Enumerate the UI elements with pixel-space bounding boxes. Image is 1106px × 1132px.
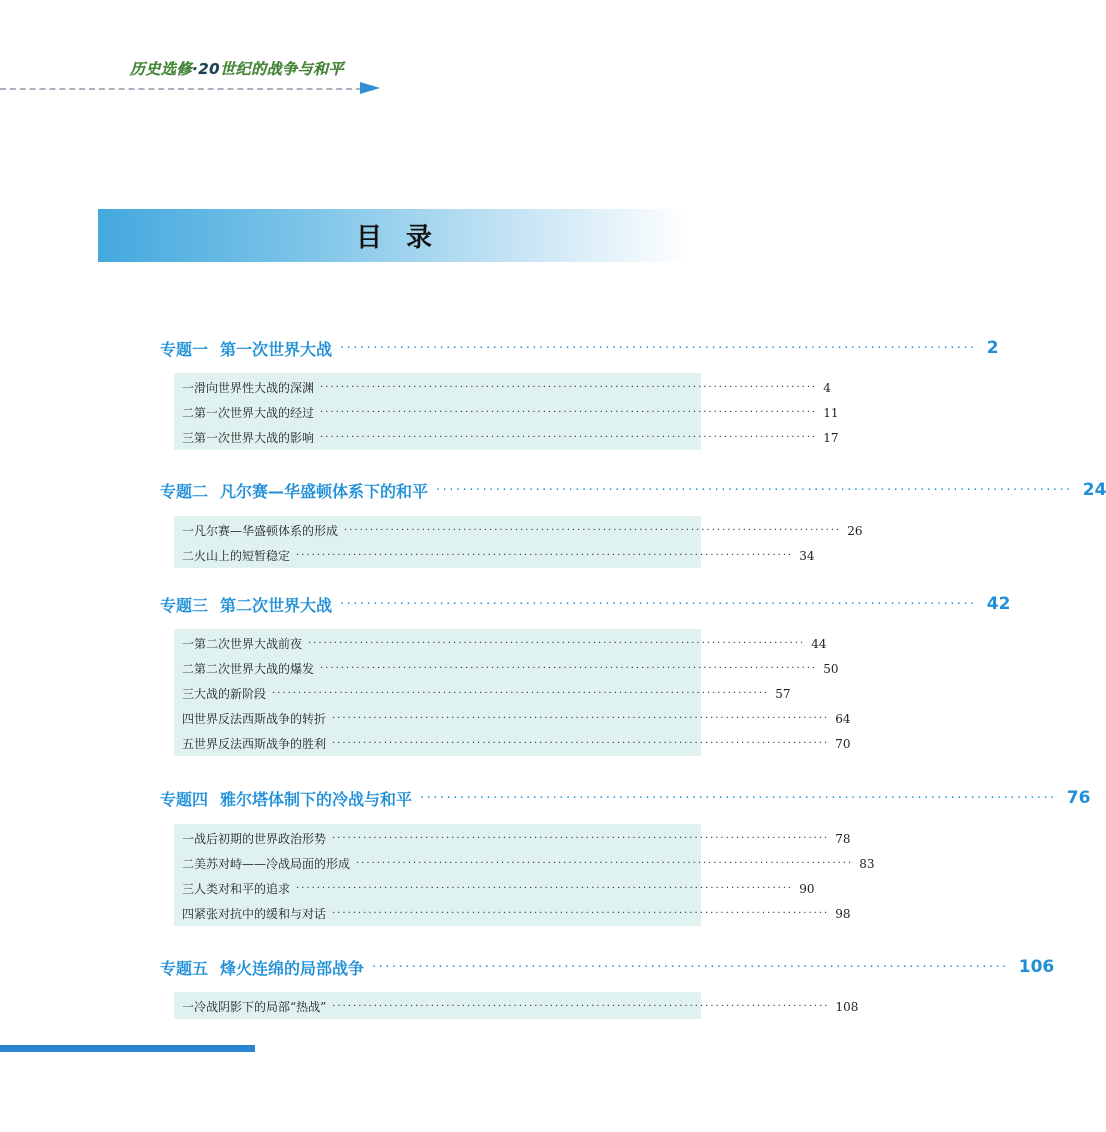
leader-dots: ································································································ [340, 340, 977, 356]
leader-dots: ································································································ [332, 738, 830, 749]
toc-section-box-2 [174, 516, 863, 568]
leader-dots: ································································································ [332, 833, 830, 844]
section-title: 战后初期的世界政治形势 [194, 832, 327, 846]
section-number: 一 [182, 637, 195, 651]
toc-banner [98, 209, 690, 262]
toc-section-box-3 [174, 629, 851, 756]
leader-dots: ································································································ [332, 713, 830, 724]
leader-dots: ································································································ [372, 959, 1009, 975]
section-page: 70 [835, 736, 851, 751]
section-page: 108 [835, 999, 859, 1014]
header-dashed-rule [0, 88, 362, 90]
toc-section-row[interactable] [174, 400, 839, 425]
leader-dots: ································································································ [344, 525, 842, 536]
section-page: 83 [859, 856, 875, 871]
leader-dots: ································································································ [436, 482, 1073, 498]
section-number: 二 [182, 857, 195, 871]
leader-dots: ································································································ [272, 688, 770, 699]
footer-bar [0, 1045, 255, 1052]
section-number: 一 [182, 1000, 195, 1014]
toc-chapter-4[interactable] [160, 785, 1091, 811]
header-arrow-icon [360, 82, 380, 94]
chapter-page: 106 [1018, 957, 1055, 977]
toc-section-row[interactable] [174, 656, 839, 681]
section-title: 第二次世界大战的爆发 [194, 662, 315, 676]
section-title: 美苏对峙——冷战局面的形成 [194, 857, 351, 871]
section-number: 一 [182, 381, 195, 395]
section-number: 三 [182, 882, 195, 896]
toc-section-row[interactable] [174, 851, 875, 876]
chapter-page: 2 [986, 338, 999, 358]
chapter-label: 专题四 [160, 789, 209, 809]
section-number: 二 [182, 549, 195, 563]
leader-dots: ································································································ [332, 1001, 830, 1012]
section-number: 三 [182, 687, 195, 701]
section-title: 世界反法西斯战争的转折 [194, 712, 327, 726]
section-title: 滑向世界性大战的深渊 [194, 381, 315, 395]
section-page: 98 [835, 906, 851, 921]
section-number: 四 [182, 712, 195, 726]
toc-chapter-5[interactable] [160, 954, 1055, 980]
section-number: 二 [182, 406, 195, 420]
toc-section-row[interactable] [174, 425, 839, 450]
leader-dots: ································································································ [320, 382, 818, 393]
section-title: 第一次世界大战的经过 [194, 406, 315, 420]
chapter-label: 专题三 [160, 595, 209, 615]
section-page: 78 [835, 831, 851, 846]
leader-dots: ································································································ [340, 596, 977, 612]
leader-dots: ································································································ [296, 883, 794, 894]
leader-dots: ································································································ [308, 638, 806, 649]
chapter-page: 42 [986, 594, 1011, 614]
section-number: 三 [182, 431, 195, 445]
section-title: 世界反法西斯战争的胜利 [194, 737, 327, 751]
section-page: 64 [835, 711, 851, 726]
chapter-label: 专题一 [160, 339, 209, 359]
toc-chapter-3[interactable] [160, 591, 1011, 617]
toc-section-row[interactable] [174, 543, 815, 568]
toc-section-row[interactable] [174, 994, 859, 1019]
section-page: 11 [823, 405, 839, 420]
section-title: 冷战阴影下的局部“热战” [194, 1000, 327, 1014]
leader-dots: ································································································ [320, 663, 818, 674]
section-number: 一 [182, 524, 195, 538]
section-number: 二 [182, 662, 195, 676]
toc-section-row[interactable] [174, 706, 851, 731]
section-page: 26 [847, 523, 863, 538]
section-page: 44 [811, 636, 827, 651]
toc-section-row[interactable] [174, 681, 791, 706]
toc-chapter-2[interactable] [160, 477, 1106, 503]
book-series-title: 历史选修·20世纪的战争与和平 [130, 60, 345, 78]
chapter-title: 烽火连绵的局部战争 [220, 958, 365, 978]
leader-dots: ································································································ [296, 550, 794, 561]
chapter-title: 第二次世界大战 [220, 595, 333, 615]
toc-section-box-4 [174, 824, 875, 926]
toc-section-box-1 [174, 373, 839, 450]
chapter-title: 雅尔塔体制下的冷战与和平 [220, 789, 413, 809]
chapter-page: 76 [1066, 788, 1091, 808]
section-page: 34 [799, 548, 815, 563]
toc-section-row[interactable] [174, 731, 851, 756]
leader-dots: ································································································ [320, 407, 818, 418]
toc-chapter-1[interactable] [160, 335, 999, 361]
section-title: 第一次世界大战的影响 [194, 431, 315, 445]
chapter-page: 24 [1082, 480, 1106, 500]
section-number: 一 [182, 832, 195, 846]
chapter-label: 专题五 [160, 958, 209, 978]
toc-section-row[interactable] [174, 901, 851, 926]
toc-heading: 目录 [355, 223, 456, 253]
toc-section-row[interactable] [174, 876, 815, 901]
section-title: 凡尔赛—华盛顿体系的形成 [194, 524, 339, 538]
section-title: 大战的新阶段 [194, 687, 267, 701]
toc-section-row[interactable] [174, 826, 851, 851]
toc-section-row[interactable] [174, 631, 827, 656]
leader-dots: ································································································ [356, 858, 854, 869]
section-page: 4 [823, 380, 831, 395]
leader-dots: ································································································ [332, 908, 830, 919]
leader-dots: ································································································ [420, 790, 1057, 806]
chapter-title: 第一次世界大战 [220, 339, 333, 359]
section-title: 人类对和平的追求 [194, 882, 291, 896]
section-title: 火山上的短暂稳定 [194, 549, 291, 563]
chapter-label: 专题二 [160, 481, 209, 501]
section-page: 17 [823, 430, 839, 445]
section-number: 五 [182, 737, 195, 751]
toc-section-box-5 [174, 992, 859, 1019]
leader-dots: ································································································ [320, 432, 818, 443]
toc-section-row[interactable] [174, 375, 831, 400]
section-title: 第二次世界大战前夜 [194, 637, 303, 651]
section-number: 四 [182, 907, 195, 921]
chapter-title: 凡尔赛—华盛顿体系下的和平 [220, 481, 429, 501]
section-page: 57 [775, 686, 791, 701]
section-page: 50 [823, 661, 839, 676]
section-page: 90 [799, 881, 815, 896]
toc-section-row[interactable] [174, 518, 863, 543]
section-title: 紧张对抗中的缓和与对话 [194, 907, 327, 921]
